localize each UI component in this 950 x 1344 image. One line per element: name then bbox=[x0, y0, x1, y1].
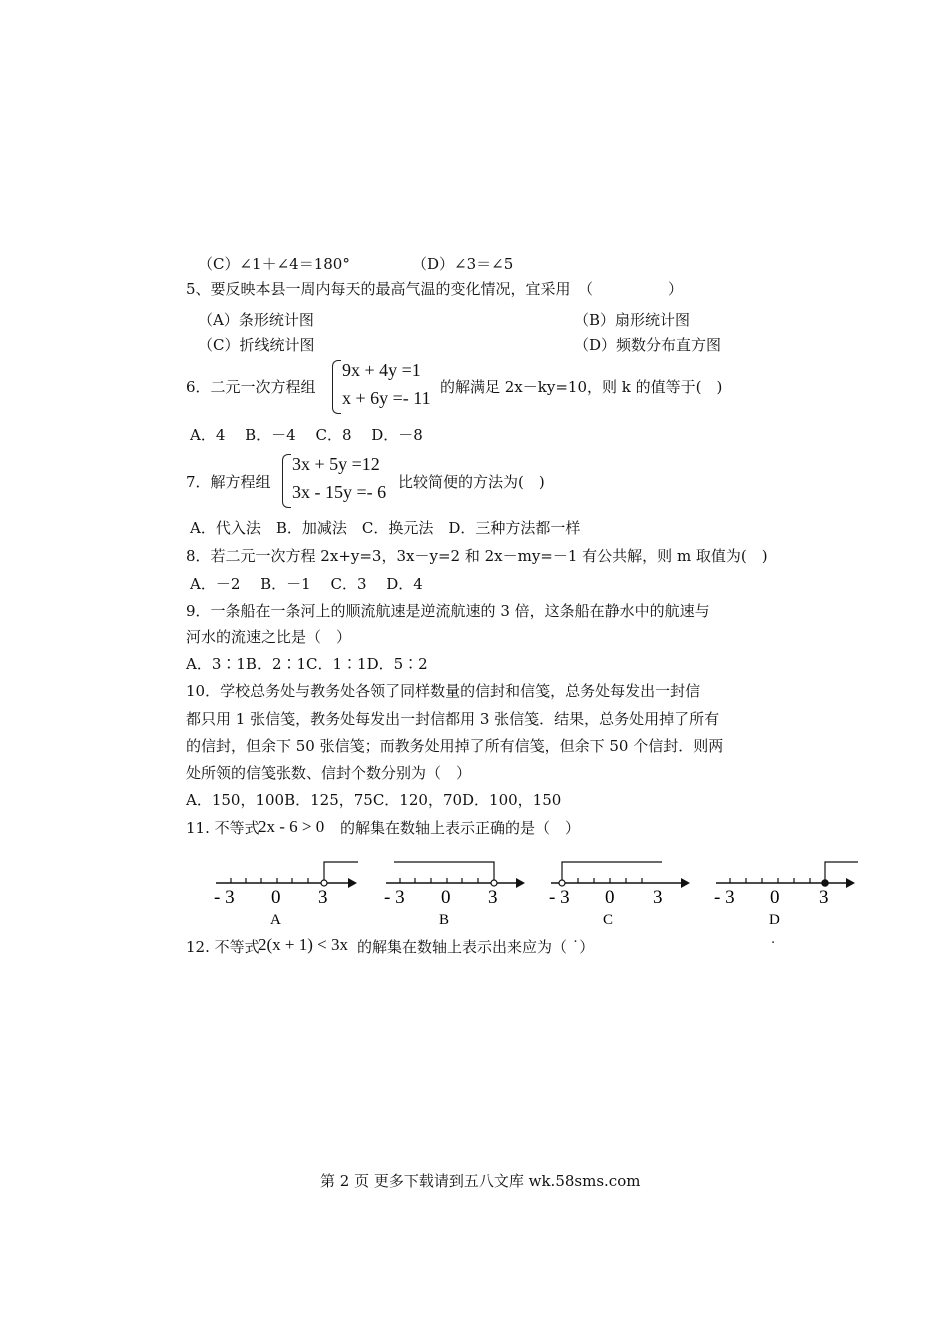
q5-option-d: （D）频数分布直方图 bbox=[574, 336, 722, 354]
q8-options: A．－2 B．－1 C．3 D．4 bbox=[190, 575, 423, 593]
q6-equation-system bbox=[332, 360, 438, 412]
number-line-c bbox=[549, 862, 690, 928]
solution-bracket bbox=[324, 862, 358, 883]
closed-dot bbox=[822, 880, 828, 886]
solution-bracket bbox=[394, 862, 494, 883]
q11-number-lines bbox=[0, 850, 950, 940]
q4-option-c: （C）∠1＋∠4＝180° bbox=[198, 255, 350, 273]
tick-label-neg3: - 3 bbox=[214, 887, 235, 908]
tick-label-0: 0 bbox=[271, 887, 281, 908]
q6-options: A．4 B．－4 C．8 D．－8 bbox=[190, 426, 423, 444]
q9-options: A．3∶1B．2∶1C．1∶1D．5∶2 bbox=[186, 655, 428, 673]
number-line-d bbox=[714, 862, 858, 928]
number-line-a bbox=[214, 862, 358, 928]
q4-option-d: （D）∠3＝∠5 bbox=[412, 255, 514, 273]
axis-label: C bbox=[603, 912, 614, 928]
q11-prefix: 11. 不等式 bbox=[186, 819, 260, 837]
tick-label-neg3: - 3 bbox=[549, 887, 570, 908]
open-dot bbox=[321, 880, 327, 886]
arrow-icon bbox=[348, 878, 357, 888]
q11-inequality: 2x - 6 > 0 bbox=[258, 817, 325, 836]
page-footer: 第 2 页 更多下载请到五八文库 wk.58sms.com bbox=[320, 1172, 641, 1190]
q10-line-4: 处所领的信笺张数、信封个数分别为（ ） bbox=[186, 764, 472, 782]
tick-label-3: 3 bbox=[318, 887, 328, 908]
q11-suffix: 的解集在数轴上表示正确的是（ ） bbox=[340, 819, 581, 837]
q6-equation-1: 9x + 4y =1 bbox=[342, 360, 421, 380]
axis-label: D bbox=[769, 912, 780, 928]
arrow-icon bbox=[681, 878, 690, 888]
axis-label: A bbox=[270, 912, 281, 928]
tick-label-0: 0 bbox=[605, 887, 615, 908]
q6-suffix: 的解满足 2x－ky=10，则 k 的值等于( ) bbox=[440, 378, 723, 396]
q6-equation-2: x + 6y =- 11 bbox=[342, 388, 431, 408]
q10-line-1: 10．学校总务处与教务处各领了同样数量的信封和信笺，总务处每发出一封信 bbox=[186, 682, 701, 700]
open-dot bbox=[559, 880, 565, 886]
tick-label-neg3: - 3 bbox=[384, 887, 405, 908]
q10-line-2: 都只用 1 张信笺，教务处每发出一封信都用 3 张信笺．结果，总务处用掉了所有 bbox=[186, 710, 720, 728]
tick-label-neg3: - 3 bbox=[714, 887, 735, 908]
number-line-b bbox=[384, 862, 525, 928]
q7-prefix: 7．解方程组 bbox=[186, 473, 271, 491]
q9-line-2: 河水的流速之比是（ ） bbox=[186, 628, 352, 646]
q5-option-b: （B）扇形统计图 bbox=[574, 311, 691, 329]
q7-suffix: 比较简便的方法为( ) bbox=[398, 473, 545, 491]
tick-label-0: 0 bbox=[441, 887, 451, 908]
tick-label-0: 0 bbox=[770, 887, 780, 908]
q7-equation-system bbox=[282, 454, 394, 506]
tick-label-3: 3 bbox=[488, 887, 498, 908]
q12-inequality: 2(x + 1) < 3x bbox=[258, 935, 348, 954]
q7-equation-1: 3x + 5y =12 bbox=[292, 454, 380, 474]
solution-bracket bbox=[562, 862, 662, 883]
q5-option-a: （A）条形统计图 bbox=[198, 311, 314, 329]
q7-equation-2: 3x - 15y =- 6 bbox=[292, 482, 387, 502]
q12-prefix: 12. 不等式 bbox=[186, 938, 260, 956]
tick-label-3: 3 bbox=[653, 887, 663, 908]
q10-line-3: 的信封，但余下 50 张信笺；而教务处用掉了所有信笺，但余下 50 个信封．则两 bbox=[186, 737, 724, 755]
q7-options: A．代入法 B．加减法 C．换元法 D．三种方法都一样 bbox=[190, 519, 581, 537]
q5-option-c: （C）折线统计图 bbox=[198, 336, 315, 354]
q5-stem: 5、要反映本县一周内每天的最高气温的变化情况，宜采用 （ ） bbox=[186, 280, 684, 298]
q12-suffix: 的解集在数轴上表示出来应为（ ˙） bbox=[357, 938, 595, 956]
solution-bracket bbox=[825, 862, 858, 883]
axis-label: B bbox=[439, 912, 450, 928]
q9-line-1: 9．一条船在一条河上的顺流航速是逆流航速的 3 倍，这条船在静水中的航速与 bbox=[186, 602, 710, 620]
arrow-icon bbox=[516, 878, 525, 888]
arrow-icon bbox=[846, 878, 855, 888]
open-dot bbox=[491, 880, 497, 886]
stray-dot-mark: . bbox=[771, 932, 776, 947]
q10-options: A．150，100B．125，75C．120，70D．100，150 bbox=[186, 791, 562, 809]
q6-prefix: 6．二元一次方程组 bbox=[186, 378, 316, 396]
tick-label-3: 3 bbox=[819, 887, 829, 908]
q8-stem: 8．若二元一次方程 2x+y=3，3x－y=2 和 2x－my=－1 有公共解，则 m 取值为( ) bbox=[186, 547, 768, 565]
